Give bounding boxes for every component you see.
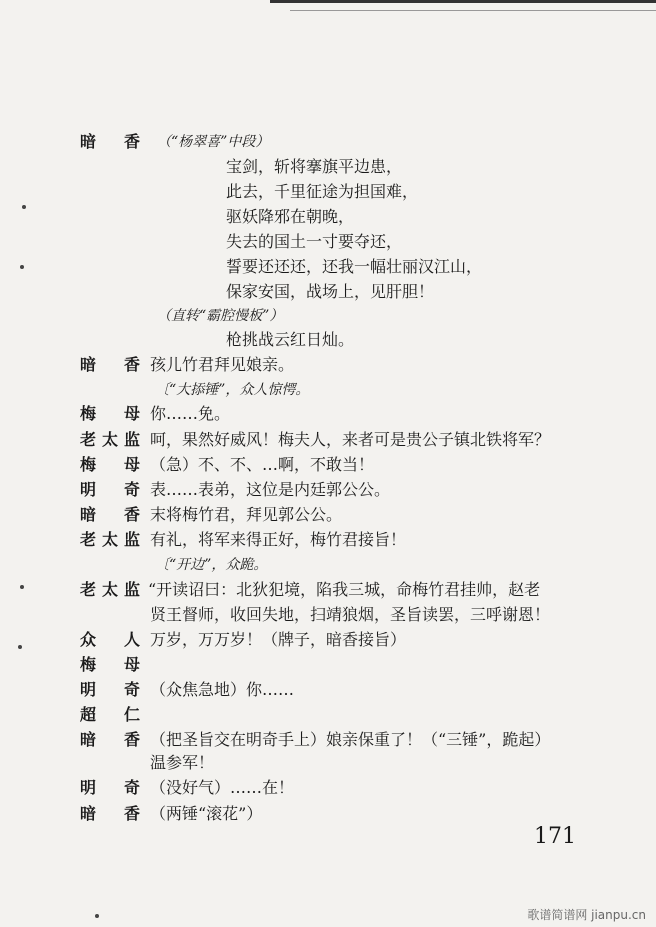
speaker-name: 暗 香 bbox=[80, 505, 140, 524]
lyric-line: 驱妖降邪在朝晚， bbox=[226, 207, 355, 226]
stage-direction: （“杨翠喜”中段） bbox=[157, 134, 270, 150]
speaker-name: 梅 母 bbox=[80, 655, 140, 674]
top-border-line-thin bbox=[290, 10, 656, 11]
stage-direction: （直转“霸腔慢板”） bbox=[157, 308, 284, 324]
top-border-line bbox=[270, 0, 656, 3]
speaker-name: 暗 香 bbox=[80, 730, 140, 749]
dialogue-line: 万岁，万万岁！（牌子，暗香接旨） bbox=[150, 630, 407, 649]
dialogue-line: （两锤“滚花”） bbox=[150, 804, 263, 823]
speaker-name: 明 奇 bbox=[80, 680, 140, 699]
stage-direction: 〔“开边”，众跪。 bbox=[155, 557, 268, 573]
speaker-name: 梅 母 bbox=[80, 404, 140, 423]
speaker-name: 老 太 监 bbox=[80, 530, 140, 549]
speaker-name: 暗 香 bbox=[80, 804, 140, 823]
lyric-line: 枪挑战云红日灿。 bbox=[226, 330, 355, 349]
scan-speck bbox=[22, 205, 26, 209]
dialogue-line: （急）不、不、…啊，不敢当！ bbox=[150, 455, 375, 474]
speaker-name: 梅 母 bbox=[80, 455, 140, 474]
dialogue-line: 你……免。 bbox=[150, 404, 231, 423]
speaker-name: 暗 香 bbox=[80, 132, 140, 151]
dialogue-line: 温参军！ bbox=[150, 753, 215, 772]
lyric-line: 誓要还还还，还我一幅壮丽汉江山， bbox=[226, 257, 483, 276]
speaker-name: 暗 香 bbox=[80, 355, 140, 374]
speaker-name: 众 人 bbox=[80, 630, 140, 649]
lyric-line: 保家安国，战场上，见肝胆！ bbox=[226, 282, 435, 301]
dialogue-line: 呵，果然好威风！梅夫人，来者可是贵公子镇北铁将军？ bbox=[150, 430, 551, 449]
speaker-name: 老 太 监 bbox=[80, 430, 140, 449]
speaker-name: 明 奇 bbox=[80, 778, 140, 797]
stage-direction: 〔“大掭锤”，众人惊愕。 bbox=[155, 382, 310, 398]
scan-speck bbox=[20, 585, 24, 589]
dialogue-line: 末将梅竹君，拜见郭公公。 bbox=[150, 505, 343, 524]
speaker-name: 老 太 监 bbox=[80, 580, 140, 599]
scan-speck bbox=[95, 914, 99, 918]
scan-speck bbox=[20, 265, 24, 269]
page-number: 171 bbox=[534, 824, 576, 849]
dialogue-line: 表……表弟，这位是内廷郭公公。 bbox=[150, 480, 391, 499]
dialogue-line: （没好气）……在！ bbox=[150, 778, 295, 797]
scan-speck bbox=[18, 645, 22, 649]
lyric-line: 此去，千里征途为担国难， bbox=[226, 182, 419, 201]
dialogue-line: “开读诏曰：北狄犯境，陷我三城，命梅竹君挂帅，赵老 bbox=[148, 580, 541, 599]
dialogue-line: （把圣旨交在明奇手上）娘亲保重了！（“三锤”，跪起） bbox=[150, 730, 551, 749]
dialogue-line: 孩儿竹君拜见娘亲。 bbox=[150, 355, 295, 374]
speaker-name: 明 奇 bbox=[80, 480, 140, 499]
watermark-text: 歌谱简谱网 jianpu.cn bbox=[527, 908, 646, 922]
dialogue-line: 贤王督师，收回失地，扫靖狼烟，圣旨读罢，三呼谢恩！ bbox=[150, 605, 551, 624]
dialogue-line: 有礼，将军来得正好，梅竹君接旨！ bbox=[150, 530, 407, 549]
lyric-line: 宝剑，斩将搴旗平边患， bbox=[226, 157, 403, 176]
lyric-line: 失去的国土一寸要夺还， bbox=[226, 232, 403, 251]
dialogue-line: （众焦急地）你…… bbox=[150, 680, 295, 699]
speaker-name: 超 仁 bbox=[80, 705, 140, 724]
